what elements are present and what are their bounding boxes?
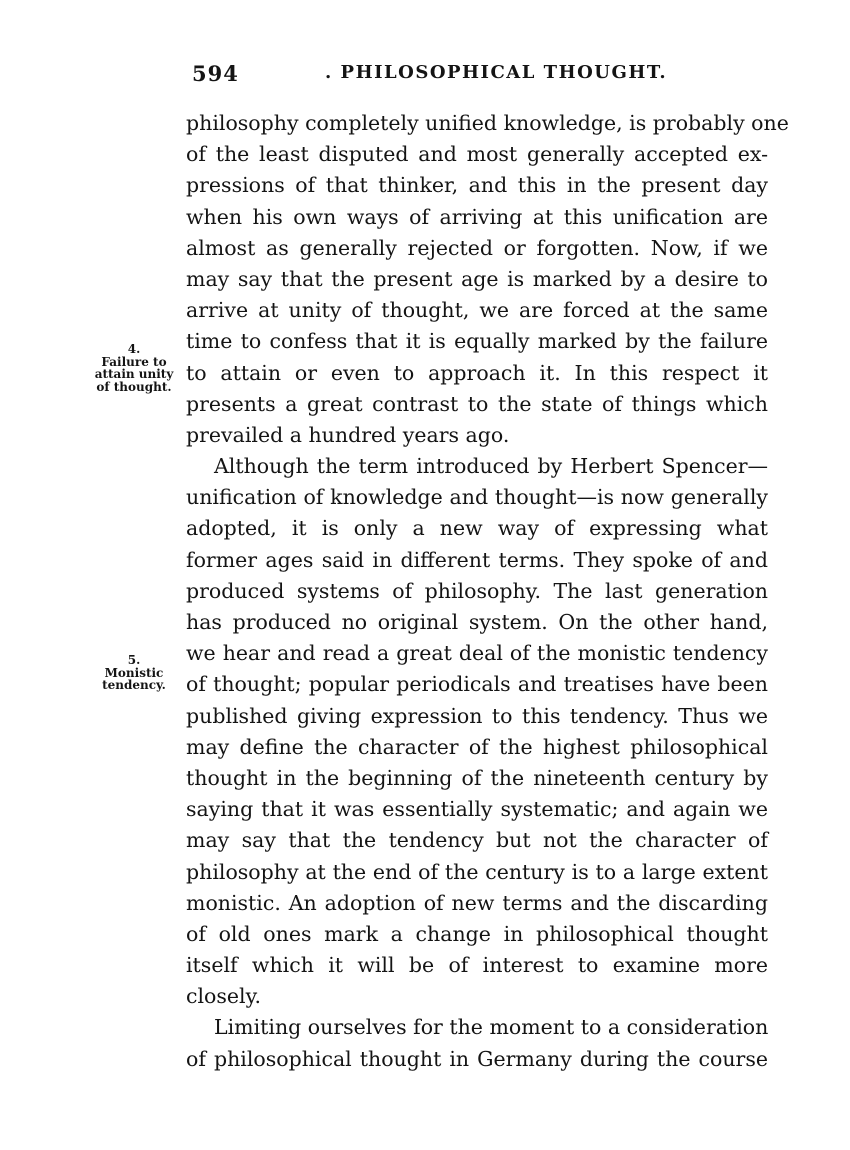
sidenote-number: 4. [127, 342, 141, 356]
text-line: almost as generally rejected or forgotten. Now, if we [186, 235, 768, 260]
sidenote-line: Failure to [101, 354, 167, 369]
sidenote-line: of thought. [96, 379, 172, 394]
text-line: Limiting ourselves for the moment to a consideration [214, 1015, 769, 1040]
text-line: of old ones mark a change in philosophical thought [186, 921, 768, 946]
text-line: arrive at unity of thought, we are forced at the same [186, 298, 768, 323]
text-line: time to confess that it is equally marked by the failure [186, 329, 768, 354]
text-line: produced systems of philosophy. The last generation [186, 578, 768, 603]
sidenote-line: Monistic [104, 665, 164, 680]
text-line: of the least disputed and most generally accepted ex- [186, 142, 768, 167]
text-line: may say that the present age is marked by a desire to [186, 266, 768, 291]
text-line: of thought; popular periodicals and treatises have been [186, 672, 768, 697]
text-line: of philosophical thought in Germany during the course [186, 1046, 768, 1071]
page-number: 594 [192, 61, 239, 86]
text-line: published giving expression to this tendency. Thus we [186, 703, 768, 728]
running-title: . PHILOSOPHICAL THOUGHT. [325, 62, 668, 83]
sidenote-number: 5. [127, 653, 141, 667]
text-line: pressions of that thinker, and this in the present day [186, 173, 768, 198]
text-line: monistic. An adoption of new terms and the discarding [186, 890, 768, 915]
text-line: unification of knowledge and thought—is now generally [186, 485, 768, 510]
text-line: philosophy at the end of the century is to a large extent [186, 859, 768, 884]
sidenote-line: tendency. [102, 678, 166, 692]
text-line: adopted, it is only a new way of expressing what [186, 516, 768, 541]
text-line: Although the term introduced by Herbert Spencer— [214, 454, 768, 479]
text-line: may define the character of the highest philosophical [186, 734, 768, 759]
text-line: philosophy completely unified knowledge, is probably one [186, 111, 789, 135]
text-line: prevailed a hundred years ago. [186, 422, 510, 447]
text-line: closely. [186, 984, 261, 1009]
text-line: former ages said in different terms. They spoke of and [186, 547, 768, 572]
body-text [186, 108, 789, 1075]
text-line: presents a great contrast to the state of things which [186, 391, 768, 416]
text-line: to attain or even to approach it. In this respect it [186, 360, 768, 385]
sidenote-monistic-tendency [86, 654, 182, 692]
text-line: we hear and read a great deal of the monistic tendency [186, 641, 768, 666]
text-line: saying that it was essentially systematic; and again we [186, 797, 768, 822]
page-header [0, 0, 850, 90]
text-line: thought in the beginning of the nineteenth century by [186, 765, 768, 790]
text-line: may say that the tendency but not the character of [186, 828, 768, 853]
sidenote-failure-to-attain-unity [86, 343, 182, 393]
sidenote-line: attain unity [94, 367, 174, 381]
text-line: has produced no original system. On the other hand, [186, 610, 768, 634]
text-line: when his own ways of arriving at this unification are [186, 204, 768, 229]
text-line: itself which it will be of interest to examine more [186, 953, 768, 978]
